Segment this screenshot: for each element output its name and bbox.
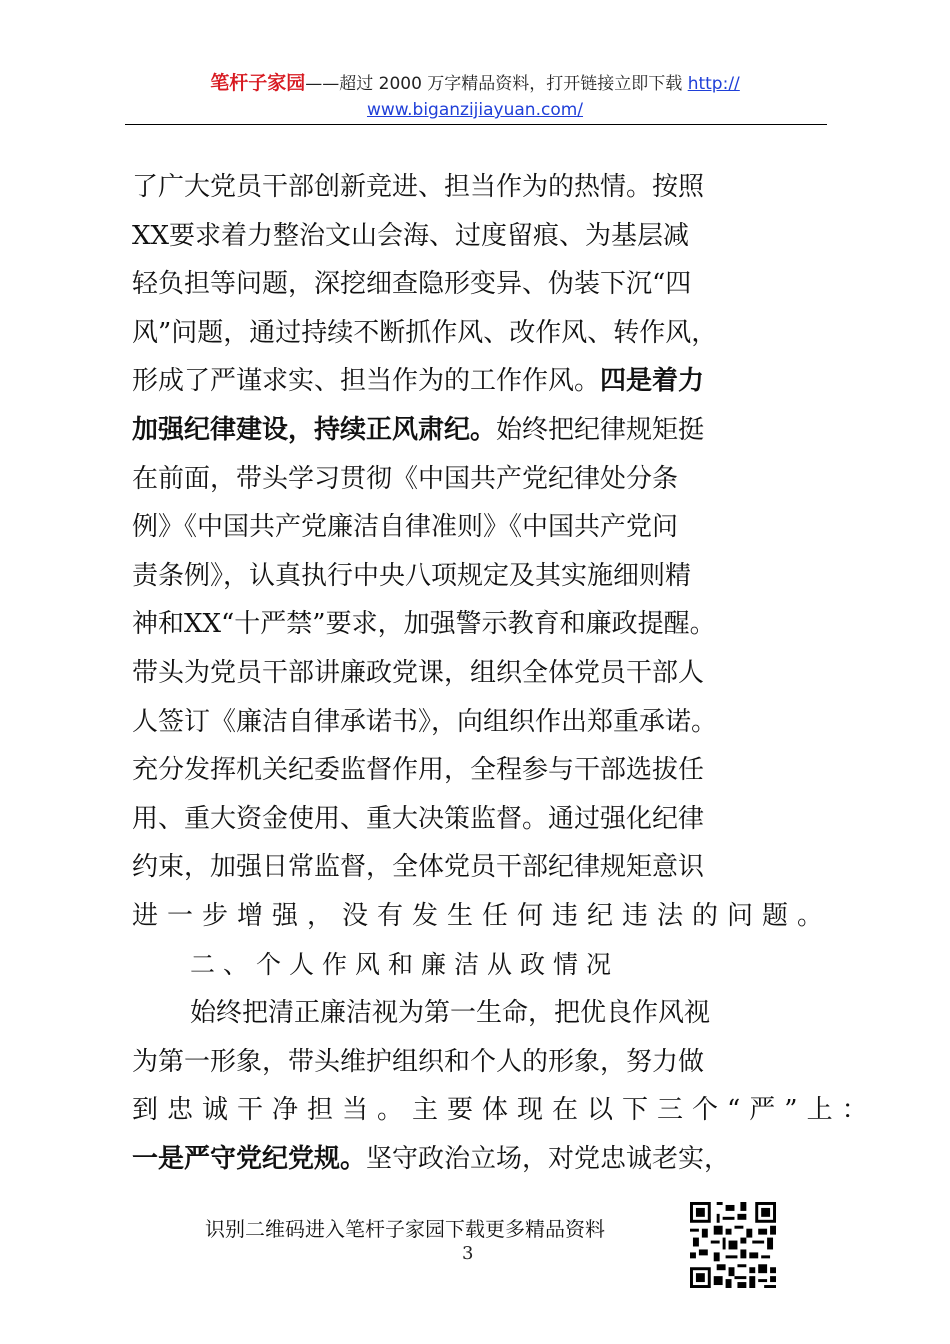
text-line: 充分发挥机关纪委监督作用，全程参与干部选拔任 bbox=[132, 755, 705, 786]
text-line: 风”问题，通过持续不断抓作风、改作风、转作风， bbox=[132, 317, 718, 348]
bold-phrase: 加强纪律建设，持续正风肃纪。 bbox=[132, 414, 497, 445]
bold-phrase: 四是着力 bbox=[600, 366, 705, 397]
text-line: 用、重大资金使用、重大决策监督。通过强化纪律 bbox=[132, 803, 705, 834]
download-link-part1[interactable]: http:// bbox=[687, 74, 740, 94]
text-line: 轻负担等问题，深挖细查隐形变异、伪装下沉“四 bbox=[132, 269, 692, 300]
text-line: 带头为党员干部讲廉政党课，组织全体党员干部人 bbox=[132, 657, 705, 688]
header-divider bbox=[125, 124, 827, 125]
text-line: 为第一形象，带头维护组织和个人的形象，努力做 bbox=[132, 1046, 705, 1077]
document-body bbox=[132, 163, 877, 1183]
section-heading: 二、个人作风和廉洁从政情况 bbox=[190, 949, 620, 979]
download-link-part2[interactable]: www.biganzijiayuan.com/ bbox=[366, 100, 584, 120]
page-number: 3 bbox=[462, 1243, 474, 1264]
text-line: 始终把清正廉洁视为第一生命，把优良作风视 bbox=[190, 998, 711, 1029]
text-line: 责条例》，认真执行中央八项规定及其实施细则精 bbox=[132, 560, 692, 591]
header-tagline: ——超过 2000 万字精品资料，打开链接立即下载 bbox=[305, 74, 688, 94]
text-line: 了广大党员干部创新竞进、担当作为的热情。按照 bbox=[132, 172, 705, 202]
text-line: XX要求着力整治文山会海、过度留痕、为基层减 bbox=[132, 220, 690, 251]
text-line: 神和XX“十严禁”要求，加强警示教育和廉政提醒。 bbox=[132, 609, 716, 640]
footer-caption: 识别二维码进入笔杆子家园下载更多精品资料 bbox=[205, 1217, 605, 1241]
text-line: 约束，加强日常监督，全体党员干部纪律规矩意识 bbox=[132, 852, 705, 883]
text-line: 加强纪律建设，持续正风肃纪。始终把纪律规矩挺 bbox=[132, 414, 705, 445]
text-line: 进一步增强，没有发生任何违纪违法的问题。 bbox=[132, 900, 833, 931]
page-header bbox=[125, 70, 825, 123]
bold-phrase: 一是严守党纪党规。 bbox=[132, 1143, 367, 1174]
text-line: 在前面，带头学习贯彻《中国共产党纪律处分条 bbox=[132, 463, 679, 494]
qr-code-icon[interactable] bbox=[690, 1202, 776, 1288]
text-line: 一是严守党纪党规。坚守政治立场，对党忠诚老实， bbox=[132, 1143, 731, 1174]
text-line: 形成了严谨求实、担当作为的工作作风。四是着力 bbox=[132, 366, 705, 397]
text-line: 到忠诚干净担当。主要体现在以下三个“严”上： bbox=[132, 1095, 877, 1126]
text-line: 例》《中国共产党廉洁自律准则》《中国共产党问 bbox=[132, 512, 679, 543]
brand-name: 笔杆子家园 bbox=[210, 72, 306, 94]
text-line: 人签订《廉洁自律承诺书》，向组织作出郑重承诺。 bbox=[132, 706, 718, 737]
